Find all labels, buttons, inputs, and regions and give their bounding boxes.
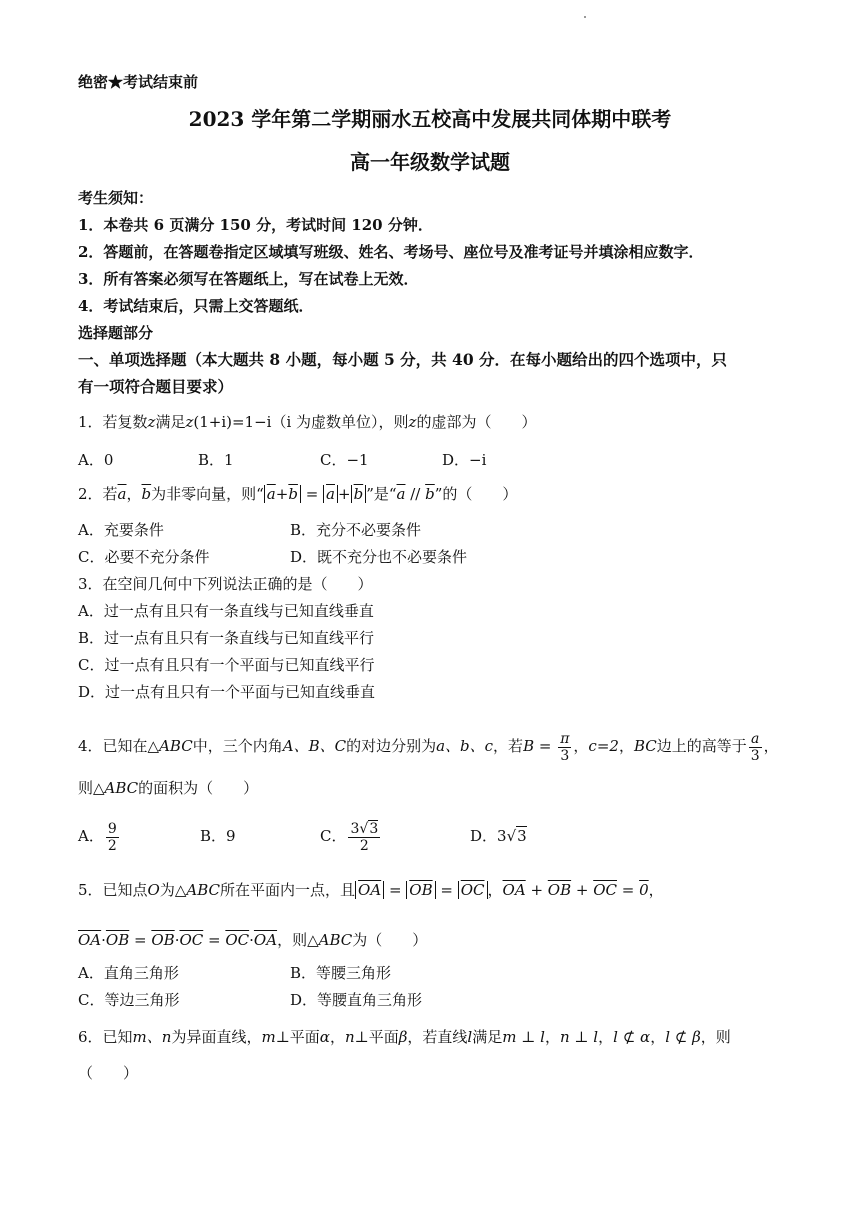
question-5-stem-line1: 5．已知点O为△ABC所在平面内一点，且 $\overline{OA} = \overline{OB} = \overline{OC}$ ，$\overline{OA} + \overline{OB} + \overline{OC} = 0$， [78, 881, 664, 899]
notice-heading: 考生须知： [78, 189, 154, 207]
q3-option-c: C．过一点有且只有一个平面与已知直线平行 [78, 656, 375, 674]
q2-option-a: A．充要条件 [78, 521, 164, 539]
q3-option-a: A．过一点有且只有一条直线与已知直线垂直 [78, 602, 374, 620]
q2-option-b: B．充分不必要条件 [290, 521, 422, 539]
notice-item-1: 1．本卷共 6 页满分 150 分，考试时间 120 分钟． [78, 216, 433, 234]
section-part: 选择题部分 [78, 324, 154, 342]
question-4-stem-line2: 则△ABC的面积为（ ） [78, 779, 259, 797]
q1-option-b: B．1 [198, 451, 234, 469]
q3-option-d: D．过一点有且只有一个平面与已知直线垂直 [78, 683, 376, 701]
notice-item-4: 4．考试结束后，只需上交答题纸． [78, 297, 314, 315]
exam-subtitle: 高一年级数学试题 [350, 150, 510, 174]
q2-option-c: C．必要不充分条件 [78, 548, 210, 566]
q5-option-d: D．等腰直角三角形 [290, 991, 423, 1009]
notice-item-2: 2．答题前，在答题卷指定区域填写班级、姓名、考场号、座位号及准考证号并填涂相应数字． [78, 243, 704, 261]
q3-option-b: B．过一点有且只有一条直线与已知直线平行 [78, 629, 375, 647]
section-heading-line1: 一、单项选择题（本大题共 8 小题，每小题 5 分，共 40 分．在每小题给出的四个选项中，只 [78, 350, 728, 369]
notice-item-3: 3．所有答案必须写在答题纸上，写在试卷上无效． [78, 270, 419, 288]
q4-option-a: A． $\frac{9}{2}$ [78, 820, 117, 854]
section-heading-line2: 有一项符合题目要求） [78, 377, 234, 396]
scan-dot [584, 16, 586, 18]
question-6-stem-line1: 6．已知m、n为异面直线，m⊥平面α，n⊥平面β，若直线l满足m ⊥ l，n ⊥ l，l ⊄ α，l ⊄ β，则 [78, 1028, 731, 1046]
q4-option-d: D．3√3 [470, 827, 527, 845]
pi-over-3: $\frac{\pi}{3}$ [560, 730, 570, 764]
q1-option-c: C．−1 [320, 451, 369, 469]
q4-option-b: B．9 [200, 827, 236, 845]
q2-option-d: D．既不充分也不必要条件 [290, 548, 468, 566]
exam-title: 2023 学年第二学期丽水五校高中发展共同体期中联考 [188, 107, 672, 131]
question-1-stem: 1．若复数z满足z(1+i)=1−i（i 为虚数单位），则z的虚部为（ ） [78, 413, 537, 431]
q5-option-b: B．等腰三角形 [290, 964, 392, 982]
q1-option-d: D．−i [442, 451, 487, 469]
q1-option-a: A．0 [78, 451, 114, 469]
q4-option-c: C． $\frac{3√3}{2}$ [320, 820, 379, 854]
q5-option-c: C．等边三角形 [78, 991, 180, 1009]
question-4-stem-line1: 4．已知在△ABC中，三个内角A、B、C的对边分别为a、b、c，若B = $\frac{\pi}{3}$ ，c=2，BC边上的高等于 $\frac{a}{3}$ ， [78, 730, 779, 764]
secret-label: 绝密★考试结束前 [78, 73, 199, 91]
question-6-stem-line2: （ ） [78, 1064, 139, 1082]
question-3-stem: 3．在空间几何中下列说法正确的是（ ） [78, 575, 373, 593]
question-2-stem: 2．若$\overline{a}$，$\overline{b}$为非零向量，则“ $\overline{a}+\overline{b} = \overline{a} + \overline{b}$ ”是“$\overline{a} // \overline{b}$”的（ ） [78, 485, 518, 503]
a-over-3: $\frac{a}{3}$ [750, 730, 760, 764]
question-5-stem-line2: $\overline{OA}\cdot\overline{OB} = \overline{OB}\cdot\overline{OC} = \overline{OC}\cdot\overline{OA}$，则△ABC为（ ） [78, 931, 428, 949]
q5-option-a: A．直角三角形 [78, 964, 179, 982]
